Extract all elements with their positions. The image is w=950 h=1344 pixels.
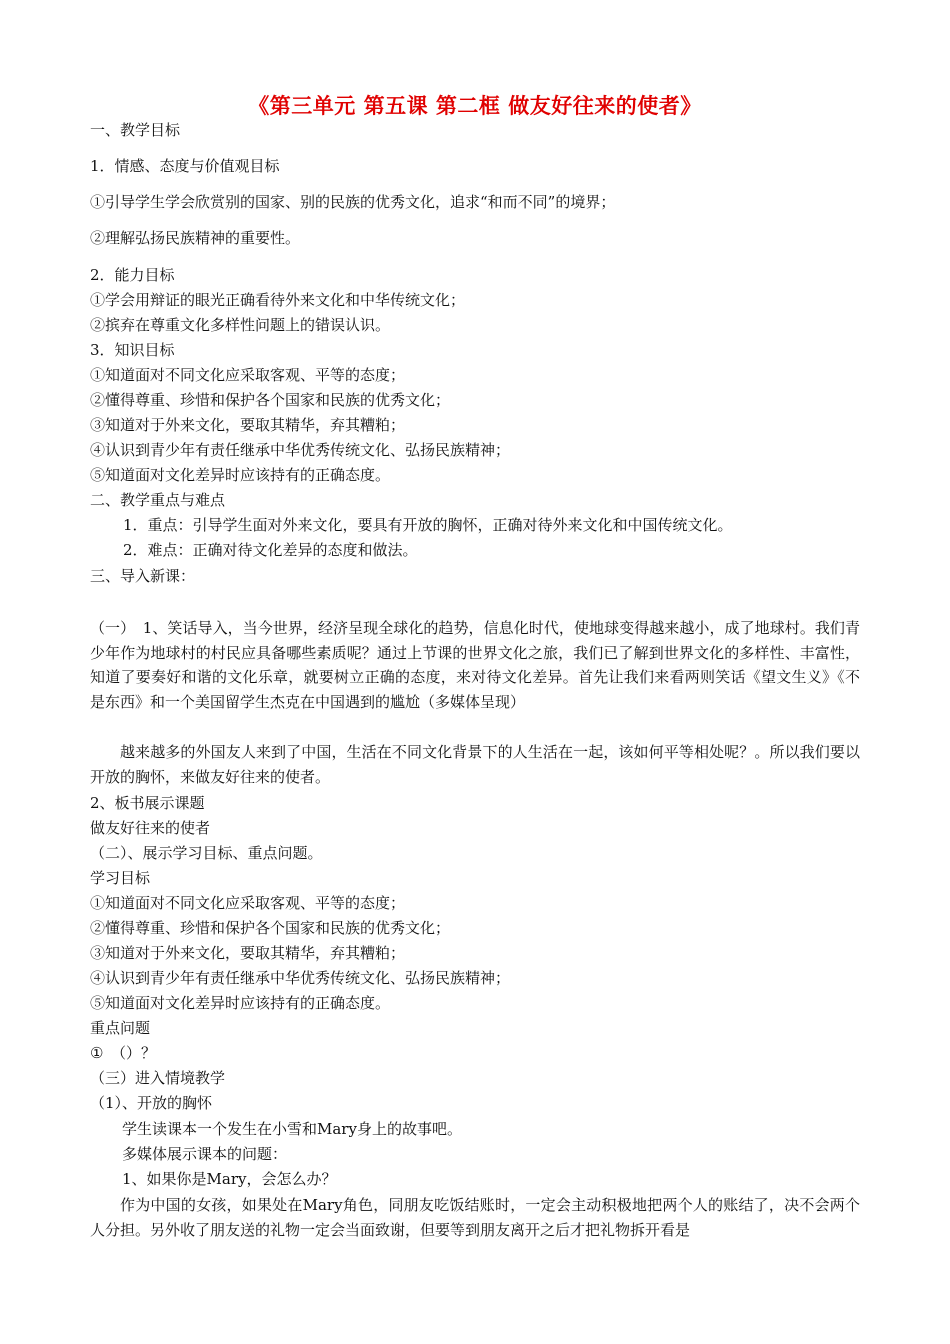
- heading-key-points: 二、教学重点与难点: [90, 491, 226, 509]
- goal-item: ②摈弃在尊重文化多样性问题上的错误认识。: [90, 316, 391, 334]
- question-line: 1、如果你是Mary，会怎么办？: [122, 1170, 337, 1188]
- goal-item: ①知道面对不同文化应采取客观、平等的态度；: [90, 366, 406, 384]
- activity-line: 多媒体展示课本的问题：: [122, 1145, 288, 1163]
- goal-item: ④认识到青少年有责任继承中华优秀传统文化、弘扬民族精神；: [90, 441, 511, 459]
- key-point-item: 1．重点：引导学生面对外来文化，要具有开放的胸怀，正确对待外来文化和中国传统文化。: [123, 516, 733, 534]
- section-heading: （二）、展示学习目标、重点问题。: [90, 844, 323, 862]
- goal-item: ⑤知道面对文化差异时应该持有的正确态度。: [90, 994, 391, 1012]
- subheading-ability-goal: 2．能力目标: [90, 266, 175, 284]
- board-title-heading: 2、板书展示课题: [90, 794, 205, 812]
- heading-new-lesson: 三、导入新课：: [90, 567, 196, 585]
- goal-item: ②懂得尊重、珍惜和保护各个国家和民族的优秀文化；: [90, 919, 451, 937]
- goal-item: ②理解弘扬民族精神的重要性。: [90, 229, 301, 247]
- goal-item: ③知道对于外来文化，要取其精华，弃其糟粕；: [90, 416, 406, 434]
- answer-paragraph: 作为中国的女孩，如果处在Mary角色，同朋友吃饭结账时，一定会主动积极地把两个人的账结了，决不会两个人分担。另外收了朋友送的礼物一定会当面致谢，但要等到朋友离开之后才把礼物拆开看是: [90, 1196, 860, 1239]
- key-questions-heading: 重点问题: [90, 1019, 151, 1037]
- section-heading: （三）进入情境教学: [90, 1069, 226, 1087]
- intro-paragraph: （一） 1、笑话导入，当今世界，经济呈现全球化的趋势，信息化时代，使地球变得越来越小，成了地球村。我们青少年作为地球村的村民应具备哪些素质呢？通过上节课的世界文化之旅，我们已了解到世界文化的多样性、丰富性，知道了要奏好和谐的文化乐章，就要树立正确的态度，来对待文化差异。首先让我们来看两则笑话《望文生义》《不是东西》和一个美国留学生杰克在中国遇到的尴尬（多媒体呈现）: [90, 619, 860, 711]
- goal-item: ③知道对于外来文化，要取其精华，弃其糟粕；: [90, 944, 406, 962]
- key-question-item: ① （）？: [90, 1044, 156, 1062]
- heading-teaching-goals: 一、教学目标: [90, 121, 181, 139]
- learning-goals-heading: 学习目标: [90, 869, 151, 887]
- subsection-heading: （1）、开放的胸怀: [90, 1094, 213, 1112]
- subheading-knowledge-goal: 3．知识目标: [90, 341, 175, 359]
- difficulty-item: 2．难点：正确对待文化差异的态度和做法。: [123, 541, 418, 559]
- board-title: 做友好往来的使者: [90, 819, 211, 837]
- activity-line: 学生读课本一个发生在小雪和Mary身上的故事吧。: [122, 1120, 462, 1138]
- goal-item: ②懂得尊重、珍惜和保护各个国家和民族的优秀文化；: [90, 391, 451, 409]
- goal-item: ①引导学生学会欣赏别的国家、别的民族的优秀文化，追求“和而不同”的境界；: [90, 193, 616, 211]
- goal-item: ④认识到青少年有责任继承中华优秀传统文化、弘扬民族精神；: [90, 969, 511, 987]
- subheading-emotion-goal: 1．情感、态度与价值观目标: [90, 157, 280, 175]
- goal-item: ⑤知道面对文化差异时应该持有的正确态度。: [90, 466, 391, 484]
- document-title: 《第三单元 第五课 第二框 做友好往来的使者》: [248, 94, 702, 118]
- intro-paragraph-2: 越来越多的外国友人来到了中国，生活在不同文化背景下的人生活在一起，该如何平等相处呢？。所以我们要以开放的胸怀，来做友好往来的使者。: [90, 743, 860, 786]
- goal-item: ①学会用辩证的眼光正确看待外来文化和中华传统文化；: [90, 291, 466, 309]
- goal-item: ①知道面对不同文化应采取客观、平等的态度；: [90, 894, 406, 912]
